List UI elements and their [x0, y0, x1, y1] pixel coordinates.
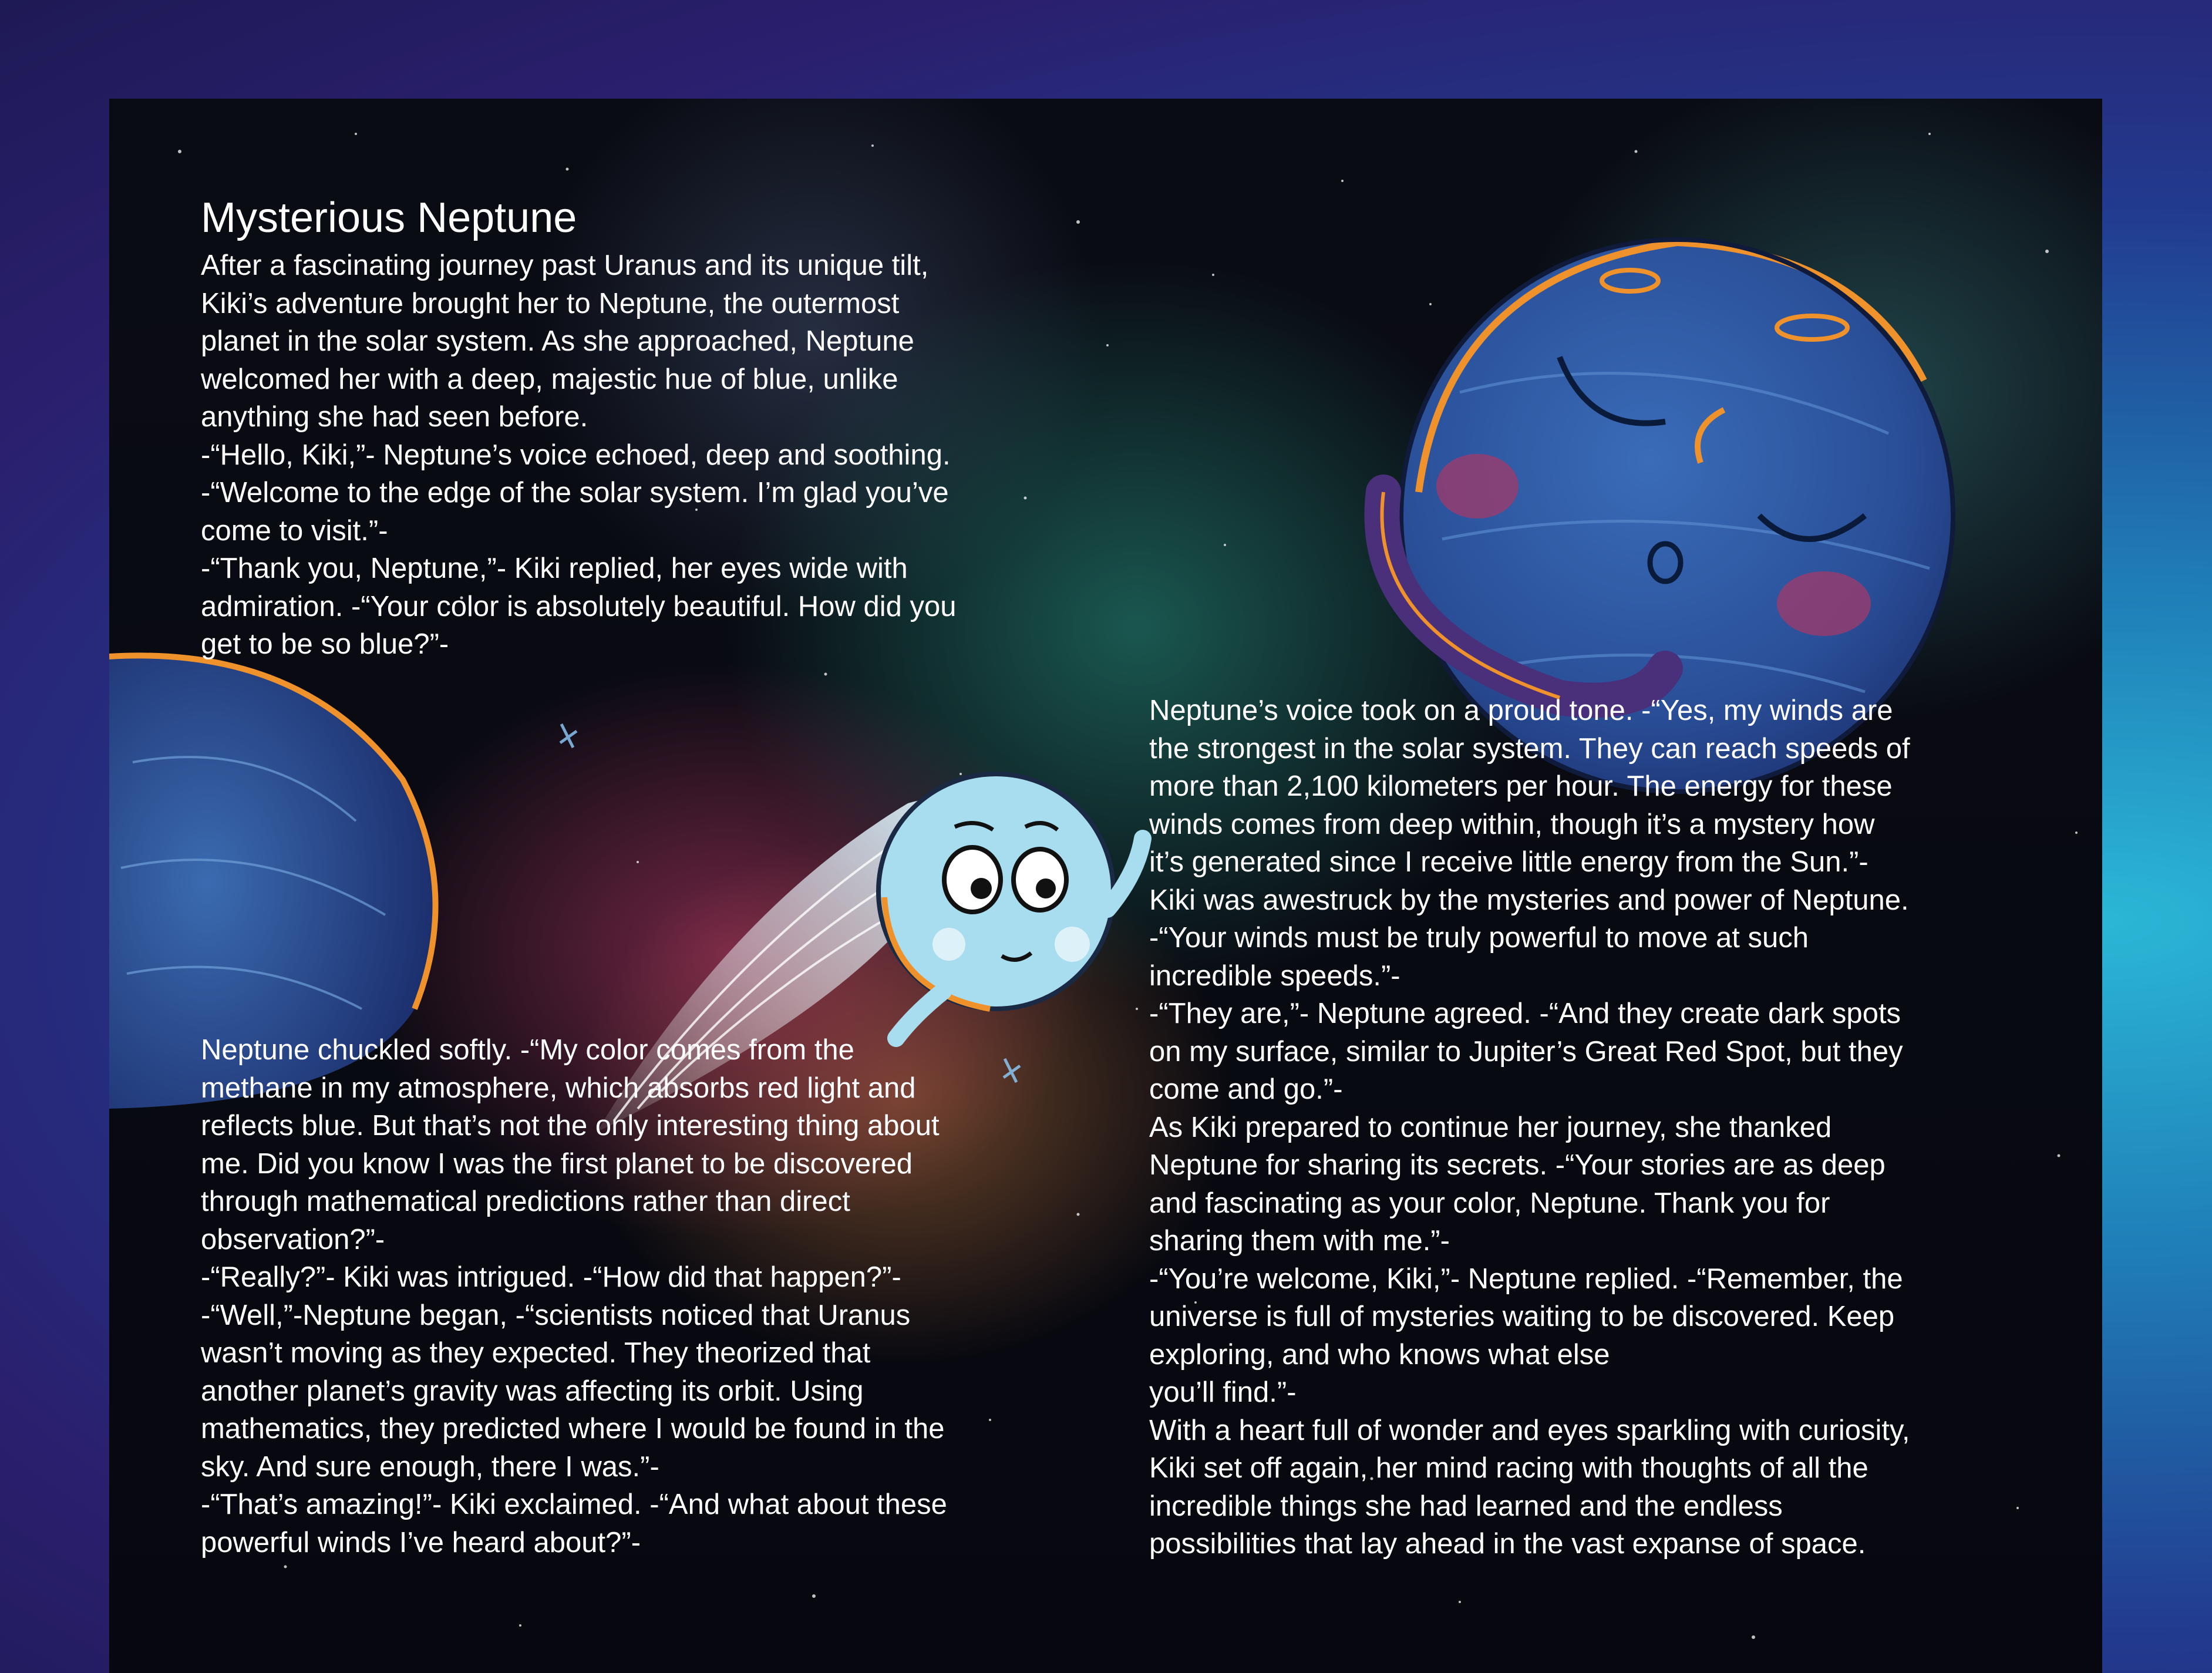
text-line: With a heart full of wonder and eyes sparkling with curiosity, — [1149, 1414, 1910, 1446]
text-line: and fascinating as your color, Neptune. Thank you for — [1149, 1187, 1830, 1219]
text-line: Kiki was awestruck by the mysteries and power of Neptune. — [1149, 884, 1909, 916]
text-line: -“Welcome to the edge of the solar system. I’m glad you’ve — [201, 477, 949, 509]
text-line: Neptune’s voice took on a proud tone. -“Yes, my winds are — [1149, 695, 1893, 726]
text-line: incredible speeds.”- — [1149, 960, 1400, 992]
story-column-left-bottom — [201, 1031, 1093, 1561]
text-line: universe is full of mysteries waiting to be discovered. Keep — [1149, 1301, 1895, 1332]
text-line: sky. And sure enough, there I was.”- — [201, 1450, 659, 1483]
text-line: another planet’s gravity was affecting its orbit. Using — [201, 1375, 864, 1407]
text-line: -“You’re welcome, Kiki,”- Neptune replied. -“Remember, the — [1149, 1263, 1903, 1295]
story-column-left-top — [201, 191, 1093, 664]
text-line: -“That’s amazing!”- Kiki exclaimed. -“And what about these — [201, 1489, 947, 1520]
text-line: possibilities that lay ahead in the vast expanse of space. — [1149, 1528, 1866, 1560]
text-line: sharing them with me.”- — [1149, 1225, 1450, 1257]
text-line: After a fascinating journey past Uranus and its unique tilt, — [201, 250, 929, 281]
text-line: As Kiki prepared to continue her journey, she thanked — [1149, 1111, 1832, 1143]
book-spread — [109, 99, 2102, 1673]
text-line: winds comes from deep within, though it’s a mystery how — [1149, 808, 1875, 840]
text-line: exploring, and who knows what else — [1149, 1338, 1610, 1371]
text-line: wasn’t moving as they expected. They theorized that — [201, 1337, 871, 1369]
text-line: planet in the solar system. As she approached, Neptune — [201, 325, 914, 357]
text-line: mathematics, they predicted where I would be found in the — [201, 1413, 945, 1445]
text-line: -“Hello, Kiki,”- Neptune’s voice echoed, deep and soothing. — [201, 439, 951, 471]
text-line: come and go.”- — [1149, 1073, 1343, 1105]
text-line: -“Thank you, Neptune,”- Kiki replied, her eyes wide with — [201, 553, 908, 584]
text-line: -“Well,”-Neptune began, -“scientists noticed that Uranus — [201, 1299, 911, 1331]
text-line: observation?”- — [201, 1223, 385, 1255]
text-line: incredible things she had learned and the endless — [1149, 1490, 1783, 1522]
text-line: me. Did you know I was the first planet to be discovered — [201, 1147, 913, 1180]
text-line: methane in my atmosphere, which absorbs red light and — [201, 1072, 916, 1104]
text-line: it’s generated since I receive little energy from the Sun.”- — [1149, 846, 1868, 878]
text-line: reflects blue. But that’s not the only interesting thing about — [201, 1110, 940, 1142]
text-line: the strongest in the solar system. They can reach speeds of — [1149, 732, 1910, 765]
text-line: Neptune chuckled softly. -“My color comes from the — [201, 1034, 854, 1066]
text-line: -“They are,”- Neptune agreed. -“And they create dark spots — [1149, 998, 1901, 1029]
text-line: powerful winds I’ve heard about?”- — [201, 1526, 641, 1558]
text-line: -“Your winds must be truly powerful to move at such — [1149, 922, 1809, 954]
text-line: Kiki set off again, her mind racing with thoughts of all the — [1149, 1452, 1868, 1484]
text-line: come to visit.”- — [201, 514, 388, 547]
text-line: anything she had seen before. — [201, 401, 588, 433]
page-title: Mysterious Neptune — [201, 194, 577, 241]
text-line: -“Really?”- Kiki was intrigued. -“How did that happen?”- — [201, 1261, 901, 1293]
story-column-right — [1149, 692, 2102, 1563]
text-line: through mathematical predictions rather than direct — [201, 1186, 850, 1217]
text-line: Kiki’s adventure brought her to Neptune, the outermost — [201, 287, 900, 319]
text-line: more than 2,100 kilometers per hour. The energy for these — [1149, 770, 1893, 802]
text-line: welcomed her with a deep, majestic hue of blue, unlike — [201, 363, 898, 395]
text-line: Neptune for sharing its secrets. -“Your stories are as deep — [1149, 1149, 1886, 1181]
text-line: get to be so blue?”- — [201, 628, 449, 660]
text-line: you’ll find.”- — [1149, 1376, 1297, 1408]
text-line: on my surface, similar to Jupiter’s Great Red Spot, but they — [1149, 1035, 1903, 1068]
text-line: admiration. -“Your color is absolutely beautiful. How did you — [201, 590, 957, 622]
